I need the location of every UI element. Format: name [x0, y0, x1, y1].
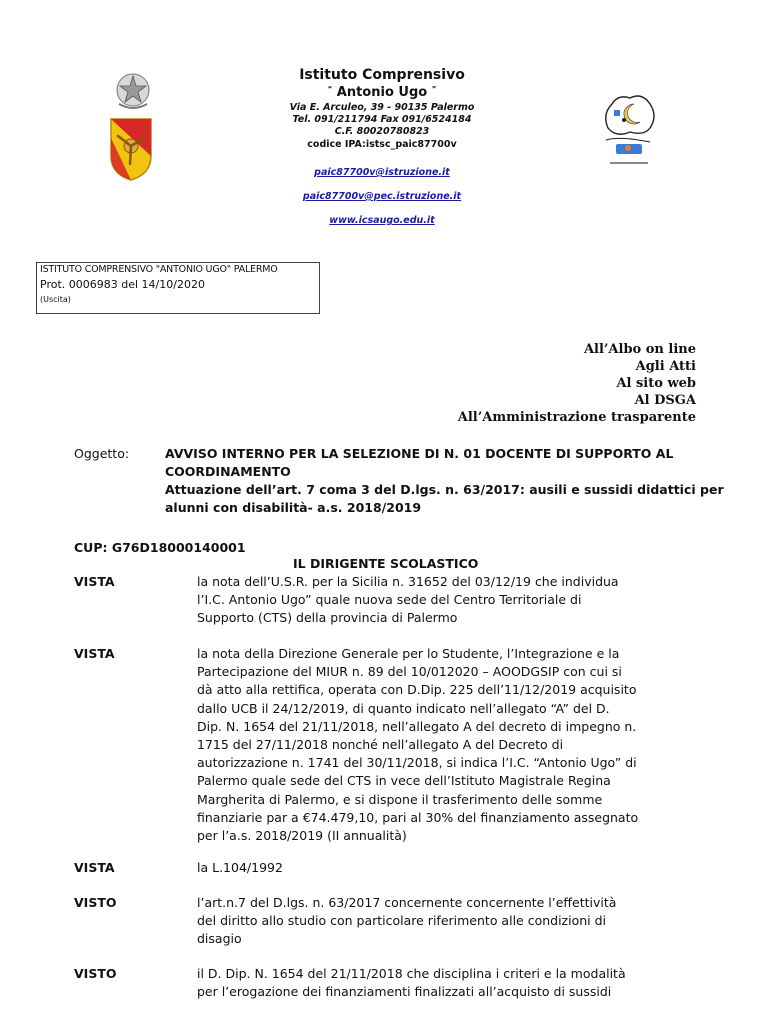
item-text: la nota della Direzione Generale per lo Studente, l’Integrazione e la Partecipazione del MIUR n. 89 del 10/012020 – AOODGSIP con cui si dà atto alla rettifica, operata con D.Dip. 225 dell’11/12/2019 acquisito dallo UCB il 24/12/2019, di quanto indicato nell’allegato “A” del D. Dip. N. 1654 del 21/11/2018, nell’allegato A del decreto di impegno n. 1715 del 27/11/2018 nonché nell’allegato A del Decreto di autorizzazione n. 1741 del 30/11/2018, si indica l’I.C. “Antonio Ugo” di Palermo quale sede del CTS in vece dell’Istituto Magistrale Regina Margherita di Palermo, e si dispone il trasferimento delle somme finanziarie par a €74.479,10, pari al 30% del finanziamento assegnato per l’a.s. 2018/2019 (II annualità) — [197, 646, 639, 844]
subject-line-1: AVVISO INTERNO PER LA SELEZIONE DI N. 01 DOCENTE DI SUPPORTO AL — [165, 446, 674, 461]
email-link[interactable]: paic87700v@istruzione.it — [314, 167, 450, 178]
italian-republic-emblem-icon — [113, 68, 153, 112]
addressee-atti: Agli Atti — [635, 359, 696, 374]
school-subname: “ Antonio Ugo ” — [327, 85, 437, 100]
school-tax-code: C.F. 80020780823 — [334, 126, 430, 137]
school-phone: Tel. 091/211794 Fax 091/6524184 — [292, 114, 472, 125]
item-text: l’art.n.7 del D.lgs. n. 63/2017 concernente concernente l’effettività del diritto allo studio con particolare riferimento alle condizioni di disagio — [197, 895, 617, 947]
subject-label: Oggetto: — [74, 446, 130, 461]
addressee-amministrazione: All’Amministrazione trasparente — [457, 410, 696, 425]
subject-line-2: COORDINAMENTO — [165, 464, 291, 479]
item-label: VISTO — [74, 966, 117, 981]
protocol-number: Prot. 0006983 del 14/10/2020 — [40, 278, 205, 291]
subject-line-4: alunni con disabilità- a.s. 2018/2019 — [165, 500, 422, 515]
protocol-stamp — [36, 262, 320, 314]
subject-line-3: Attuazione dell’art. 7 coma 3 del D.lgs. n. 63/2017: ausili e sussidi didattici per — [165, 482, 724, 497]
school-name: Istituto Comprensivo — [299, 67, 465, 83]
item-label: VISTA — [74, 574, 115, 589]
addressee-sito: Al sito web — [616, 376, 696, 391]
item-label: VISTA — [74, 860, 115, 875]
protocol-direction: (Uscita) — [40, 295, 71, 304]
item-text: la L.104/1992 — [197, 860, 283, 875]
cup-code: CUP: G76D18000140001 — [74, 540, 246, 555]
website-link[interactable]: www.icsaugo.edu.it — [329, 215, 435, 226]
item-text: il D. Dip. N. 1654 del 21/11/2018 che disciplina i criteri e la modalità per l’erogazione dei finanziamenti finalizzati all’acquisto di sussidi — [197, 966, 626, 1000]
pec-link[interactable]: paic87700v@pec.istruzione.it — [302, 191, 462, 202]
addressee-albo: All’Albo on line — [583, 342, 696, 357]
sicily-region-emblem-icon — [108, 116, 154, 182]
school-address: Via E. Arculeo, 39 - 90135 Palermo — [289, 102, 475, 113]
school-ipa-code: codice IPA:istsc_paic87700v — [307, 139, 457, 150]
addressee-dsga: Al DSGA — [634, 393, 696, 408]
section-heading: IL DIRIGENTE SCOLASTICO — [293, 556, 479, 571]
protocol-institute: ISTITUTO COMPRENSIVO "ANTONIO UGO" PALERMO — [40, 264, 278, 275]
item-label: VISTO — [74, 895, 117, 910]
item-text: la nota dell’U.S.R. per la Sicilia n. 31652 del 03/12/19 che individua l’I.C. Antonio Ugo” quale nuova sede del Centro Territoriale di Supporto (CTS) della provincia di Palermo — [197, 574, 619, 626]
school-mascot-moon-icon — [600, 90, 658, 170]
item-label: VISTA — [74, 646, 115, 661]
